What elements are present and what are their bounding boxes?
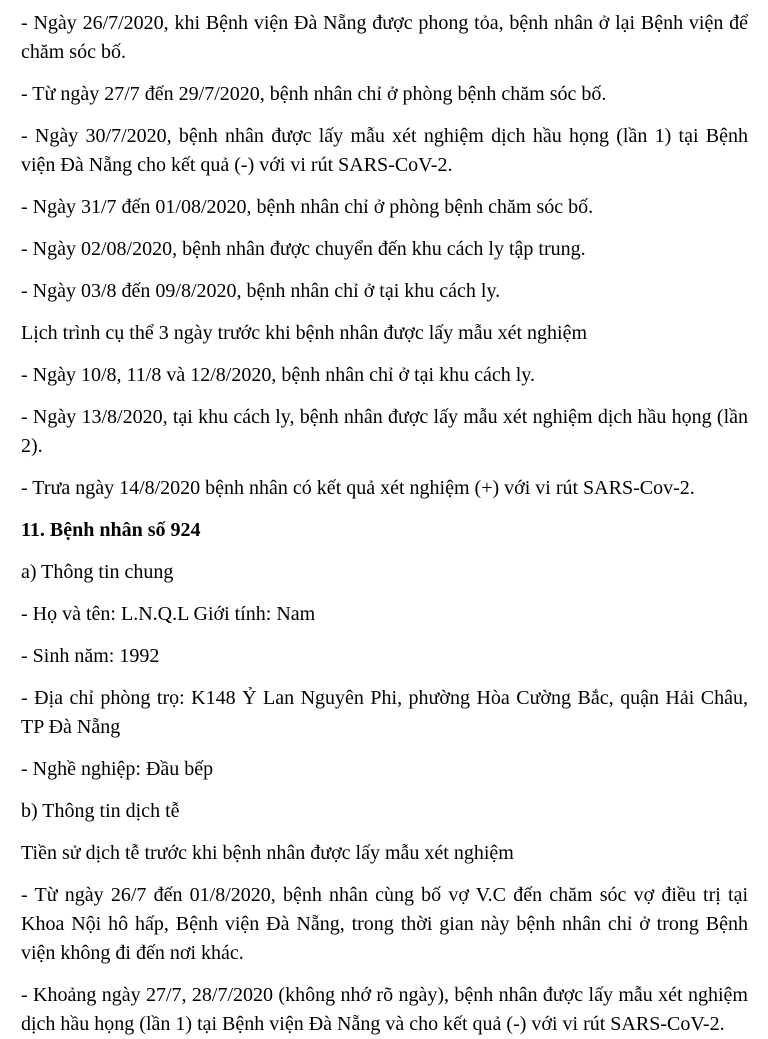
timeline-entry-02-08-quarantine-transfer: - Ngày 02/08/2020, bệnh nhân được chuyển đến khu cách ly tập trung. — [21, 238, 586, 260]
timeline-entry-26-7-lockdown: - Ngày 26/7/2020, khi Bệnh viện Đà Nẵng được phong tỏa, bệnh nhân ở lại Bệnh viện để chăm sóc bố. — [21, 12, 748, 63]
patient-address: - Địa chỉ phòng trọ: K148 Ỷ Lan Nguyên Phi, phường Hòa Cường Bắc, quận Hải Châu, TP Đà Nẵng — [21, 687, 748, 738]
patient-name-gender: - Họ và tên: L.N.Q.L Giới tính: Nam — [21, 603, 316, 625]
timeline-entry-30-7-test-1: - Ngày 30/7/2020, bệnh nhân được lấy mẫu xét nghiệm dịch hầu họng (lần 1) tại Bệnh viện Đà Nẵng cho kết quả (-) với vi rút SARS-CoV-2. — [21, 125, 748, 176]
schedule-3-days-subheading: Lịch trình cụ thể 3 ngày trước khi bệnh nhân được lấy mẫu xét nghiệm — [21, 322, 588, 344]
patient-924-heading: 11. Bệnh nhân số 924 — [21, 519, 201, 541]
timeline-entry-10-8-to-12-8: - Ngày 10/8, 11/8 và 12/8/2020, bệnh nhân chỉ ở tại khu cách ly. — [21, 364, 535, 386]
timeline-entry-27-7-to-29-7: - Từ ngày 27/7 đến 29/7/2020, bệnh nhân chỉ ở phòng bệnh chăm sóc bố. — [21, 83, 607, 105]
epidemiology-history-subheading: Tiền sử dịch tễ trước khi bệnh nhân được lấy mẫu xét nghiệm — [21, 842, 514, 864]
epi-entry-27-7-28-7-test-1: - Khoảng ngày 27/7, 28/7/2020 (không nhớ rõ ngày), bệnh nhân được lấy mẫu xét nghiệm dịch hầu họng (lần 1) tại Bệnh viện Đà Nẵng và cho kết quả (-) với vi rút SARS-CoV-2. — [21, 984, 748, 1035]
timeline-entry-14-8-positive-result: - Trưa ngày 14/8/2020 bệnh nhân có kết quả xét nghiệm (+) với vi rút SARS-Cov-2. — [21, 477, 695, 499]
patient-birth-year: - Sinh năm: 1992 — [21, 645, 160, 667]
epi-entry-26-7-to-01-8-hospital-care: - Từ ngày 26/7 đến 01/8/2020, bệnh nhân cùng bố vợ V.C đến chăm sóc vợ điều trị tại Khoa Nội hô hấp, Bệnh viện Đà Nẵng, trong thời gian này bệnh nhân chỉ ở trong Bệnh viện không đi đến nơi khác. — [21, 884, 748, 964]
timeline-entry-03-8-to-09-8: - Ngày 03/8 đến 09/8/2020, bệnh nhân chỉ ở tại khu cách ly. — [21, 280, 501, 302]
timeline-entry-31-7-to-01-08: - Ngày 31/7 đến 01/08/2020, bệnh nhân chỉ ở phòng bệnh chăm sóc bố. — [21, 196, 594, 218]
general-info-subheading: a) Thông tin chung — [21, 561, 174, 583]
patient-occupation: - Nghề nghiệp: Đầu bếp — [21, 758, 214, 780]
epidemiology-info-subheading: b) Thông tin dịch tễ — [21, 800, 180, 822]
timeline-entry-13-8-test-2: - Ngày 13/8/2020, tại khu cách ly, bệnh nhân được lấy mẫu xét nghiệm dịch hầu họng (lần 2). — [21, 406, 748, 457]
